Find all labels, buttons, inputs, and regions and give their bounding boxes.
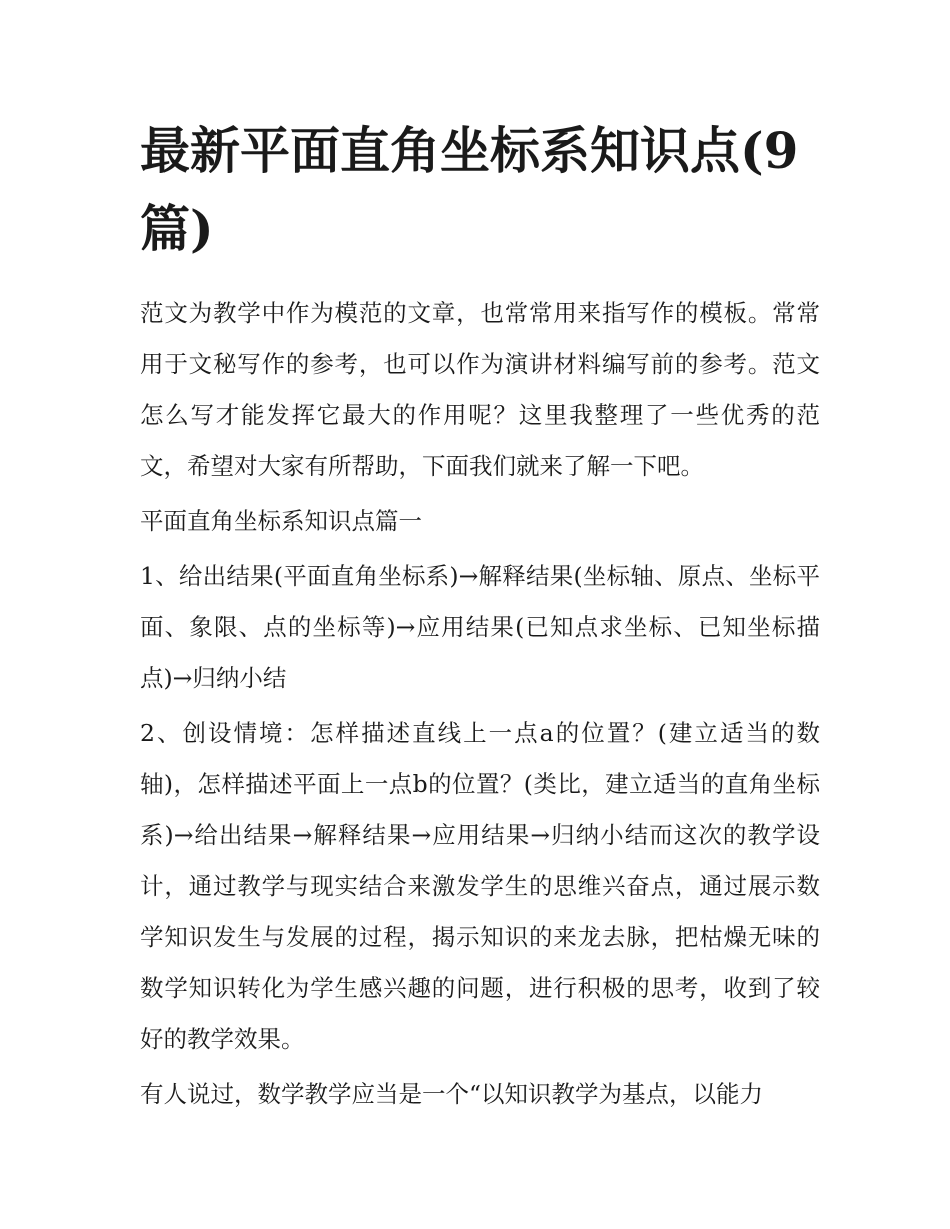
list-item-2: 2、创设情境：怎样描述直线上一点a的位置？(建立适当的数轴)，怎样描述平面上一点b的位置？(类比，建立适当的直角坐标系)→给出结果→解释结果→应用结果→归纳小结而这次的教学设计，通过教学与现实结合来激发学生的思维兴奋点，通过展示数学知识发生与发展的过程，揭示知识的来龙去脉，把枯燥无味的数学知识转化为学生感兴趣的问题，进行积极的思考，收到了较好的教学效果。 [140, 719, 820, 1053]
intro-paragraph: 范文为教学中作为模范的文章，也常常用来指写作的模板。常常用于文秘写作的参考，也可以作为演讲材料编写前的参考。范文怎么写才能发挥它最大的作用呢？这里我整理了一些优秀的范文，希望对大家有所帮助，下面我们就来了解一下吧。 [140, 299, 820, 480]
section-heading: 平面直角坐标系知识点篇一 [140, 507, 422, 535]
list-item-1: 1、给出结果(平面直角坐标系)→解释结果(坐标轴、原点、坐标平面、象限、点的坐标等)→应用结果(已知点求坐标、已知坐标描点)→归纳小结 [140, 562, 820, 692]
body-paragraph: 有人说过，数学教学应当是一个“以知识教学为基点，以能力 [140, 1080, 764, 1108]
document-title: 最新平面直角坐标系知识点(9篇) [140, 121, 799, 258]
document-page [140, 112, 820, 1120]
